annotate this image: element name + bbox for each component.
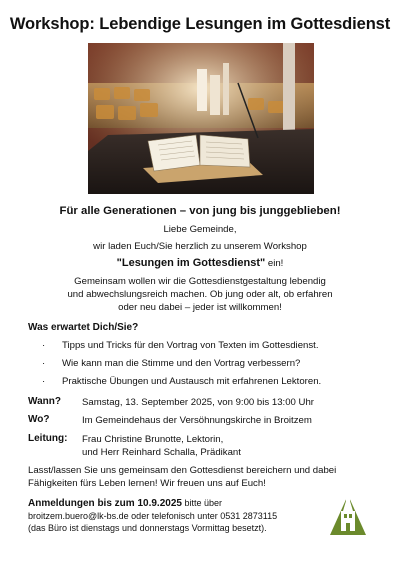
workshop-suffix: ein! bbox=[265, 258, 284, 269]
invite-line: wir laden Euch/Sie herzlich zu unserem Workshop bbox=[93, 241, 307, 252]
headline: Für alle Generationen – von jung bis junggeblieben! bbox=[59, 205, 341, 217]
workshop-name: "Lesungen im Gottesdienst" bbox=[116, 257, 266, 269]
expect-heading: Was erwartet Dich/Sie? bbox=[28, 322, 139, 333]
when-value: Samstag, 13. September 2025, von 9:00 bis 13:00 Uhr bbox=[82, 397, 314, 408]
bullet-icon: · bbox=[42, 376, 46, 387]
lead-line-2: und Herr Reinhard Schalla, Prädikant bbox=[82, 447, 241, 458]
registration-rest: bitte über bbox=[181, 498, 222, 508]
page-title: Workshop: Lebendige Lesungen im Gottesdienst bbox=[9, 15, 391, 33]
workshop-name-line bbox=[0, 257, 400, 270]
registration-line-1 bbox=[28, 497, 222, 510]
registration-deadline: Anmeldungen bis zum 10.9.2025 bbox=[28, 498, 182, 509]
intro-line-1: Gemeinsam wollen wir die Gottesdienstgestaltung lebendig bbox=[74, 276, 326, 287]
bullet-text: Praktische Übungen und Austausch mit erfahrenen Lektoren. bbox=[62, 376, 322, 387]
bullet-icon: · bbox=[42, 340, 46, 351]
when-label: Wann? bbox=[28, 396, 61, 407]
intro-line-2: und abwechslungsreich machen. Ob jung oder alt, ob erfahren bbox=[67, 289, 333, 300]
lead-line-1: Frau Christine Brunotte, Lektorin, bbox=[82, 434, 224, 445]
bullet-icon: · bbox=[42, 358, 46, 369]
bullet-text: Wie kann man die Stimme und den Vortrag verbessern? bbox=[62, 358, 301, 369]
intro-line-3: oder neu dabei – jeder ist willkommen! bbox=[118, 302, 282, 313]
lead-label: Leitung: bbox=[28, 433, 68, 444]
where-value: Im Gemeindehaus der Versöhnungskirche in Broitzem bbox=[82, 415, 312, 426]
office-hours-note: (das Büro ist dienstags und donnerstags Vormittag besetzt). bbox=[28, 523, 267, 533]
registration-contact: broitzem.buero@lk-bs.de oder telefonisch unter 0531 2873115 bbox=[28, 511, 278, 521]
open-bible-altar-photo bbox=[88, 43, 314, 194]
bullet-text: Tipps und Tricks für den Vortrag von Texten im Gottesdienst. bbox=[62, 340, 319, 351]
closing-line-1: Lasst/lassen Sie uns gemeinsam den Gottesdienst bereichern und dabei bbox=[28, 465, 337, 476]
greeting: Liebe Gemeinde, bbox=[163, 224, 237, 235]
closing-line-2: Fähigkeiten fürs Leben lernen! Wir freuen uns auf Euch! bbox=[28, 478, 266, 489]
altar-bible-photo bbox=[88, 43, 314, 194]
church-logo-icon bbox=[326, 485, 370, 535]
where-label: Wo? bbox=[28, 414, 50, 425]
